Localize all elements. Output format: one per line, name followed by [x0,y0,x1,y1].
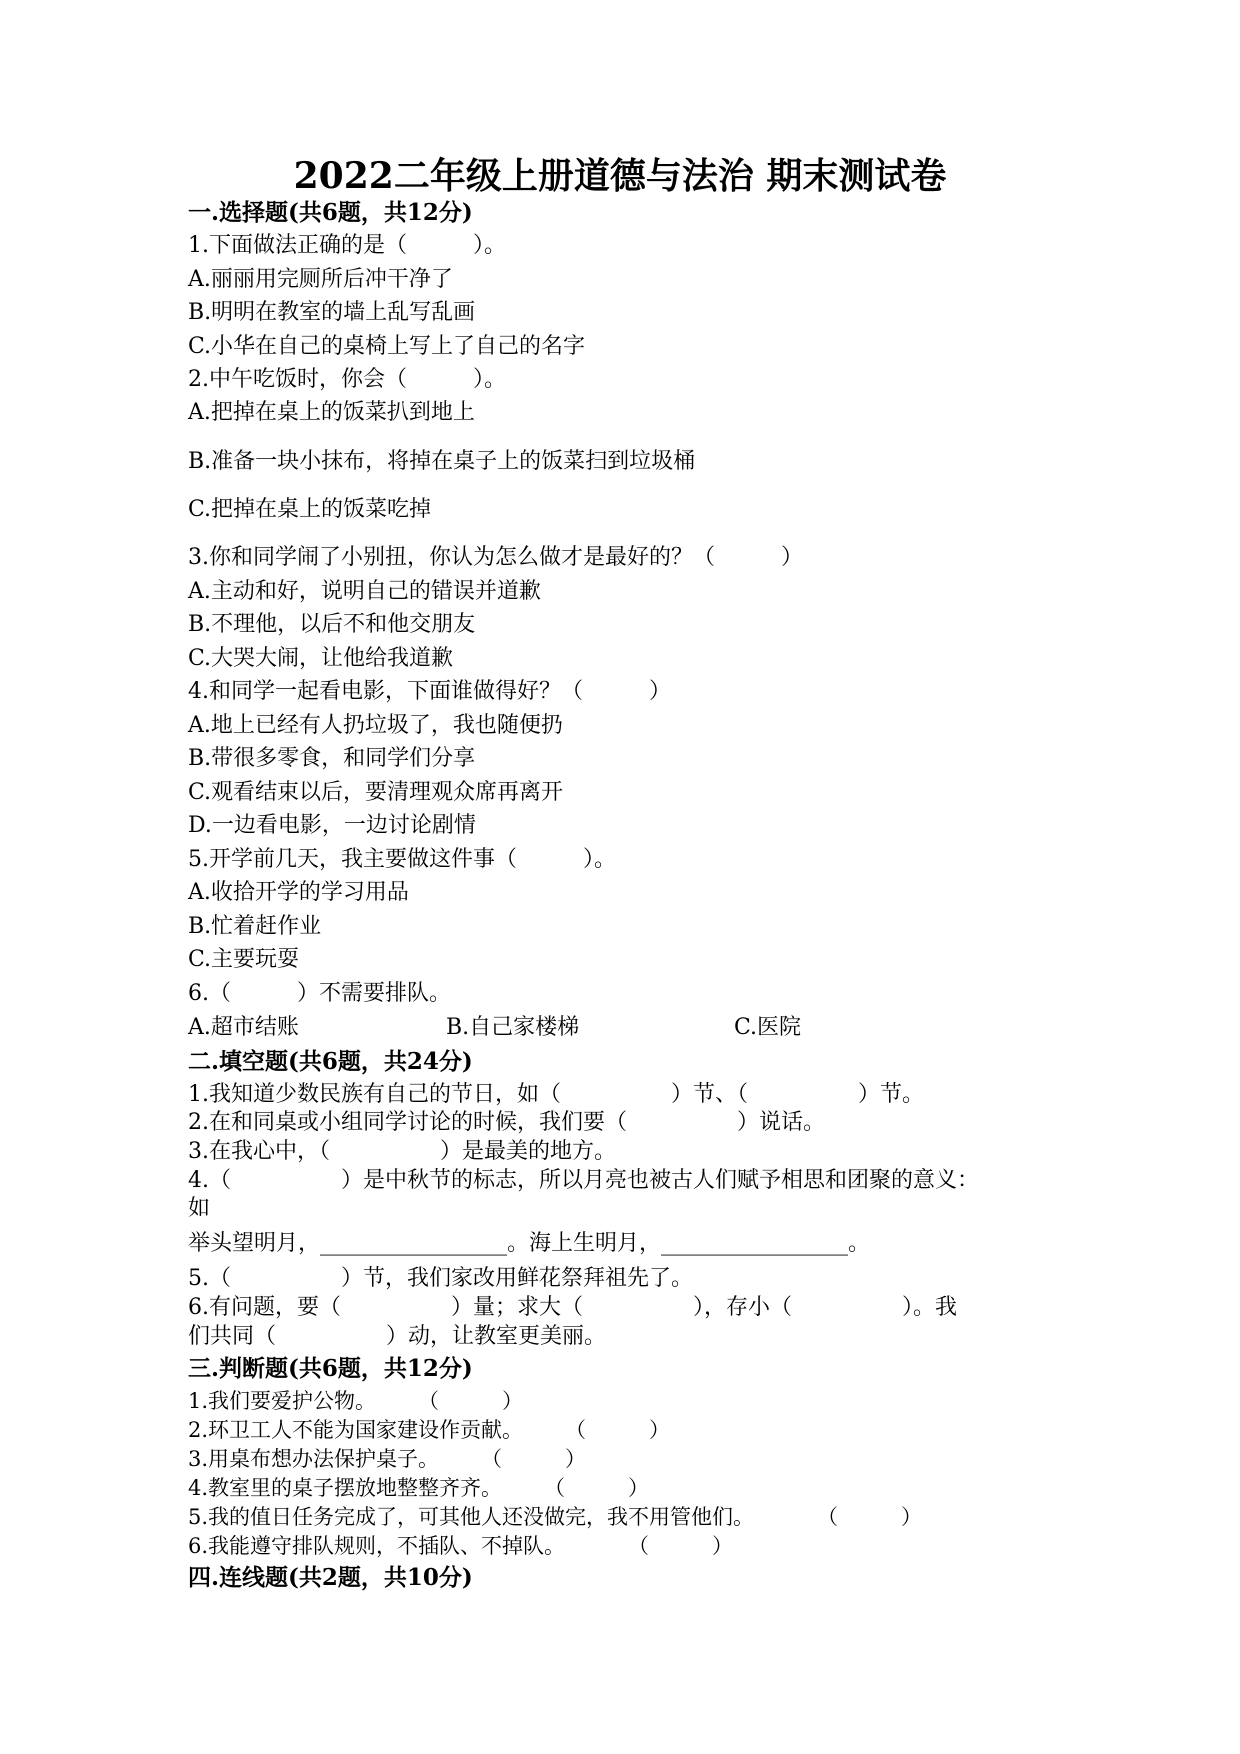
choice-question-5: 5.开学前几天，我主要做这件事（ ）。 [188,847,616,872]
fill-question-4-line-1: 4.（ ）是中秋节的标志，所以月亮也被古人们赋予相思和团聚的意义： [188,1168,979,1193]
fill-question-2: 2.在和同桌或小组同学讨论的时候，我们要（ ）说话。 [188,1110,825,1135]
choice-q6-option-b: B.自己家楼梯 [446,1015,580,1040]
choice-q4-option-d: D.一边看电影，一边讨论剧情 [188,813,476,838]
fill-question-1: 1.我知道少数民族有自己的节日，如（ ）节、（ ）节。 [188,1082,924,1107]
choice-q2-option-b: B.准备一块小抹布，将掉在桌子上的饭菜扫到垃圾桶 [188,449,696,474]
fill-question-5: 5.（ ）节，我们家改用鲜花祭拜祖先了。 [188,1266,693,1291]
fill-question-3: 3.在我心中，（ ）是最美的地方。 [188,1139,616,1164]
fill-question-4-line-2: 如 [188,1196,211,1221]
choice-question-3: 3.你和同学闹了小别扭，你认为怎么做才是最好的？（ ） [188,545,803,570]
choice-q4-option-a: A.地上已经有人扔垃圾了，我也随便扔 [188,713,563,738]
choice-q4-option-b: B.带很多零食，和同学们分享 [188,746,476,771]
choice-q6-option-c: C.医院 [734,1015,802,1040]
choice-q3-option-b: B.不理他，以后不和他交朋友 [188,612,476,637]
fill-question-4-line-3: 举头望明月，_________________。海上生明月，_________________。 [188,1231,871,1256]
section-heading-true-false: 三.判断题(共6题，共12分) [188,1355,473,1382]
judge-question-6: 6.我能遵守排队规则，不插队、不掉队。 （ ） [188,1534,734,1558]
choice-question-2: 2.中午吃饭时，你会（ ）。 [188,367,506,392]
judge-question-5: 5.我的值日任务完成了，可其他人还没做完，我不用管他们。 （ ） [188,1505,923,1529]
choice-q1-option-c: C.小华在自己的桌椅上写上了自己的名字 [188,334,586,359]
judge-question-2: 2.环卫工人不能为国家建设作贡献。 （ ） [188,1418,671,1442]
choice-q5-option-b: B.忙着赶作业 [188,914,322,939]
choice-q5-option-c: C.主要玩耍 [188,947,300,972]
judge-question-4: 4.教室里的桌子摆放地整整齐齐。 （ ） [188,1476,650,1500]
choice-q2-option-c: C.把掉在桌上的饭菜吃掉 [188,497,432,522]
choice-q2-option-a: A.把掉在桌上的饭菜扒到地上 [188,400,475,425]
choice-q6-option-a: A.超市结账 [188,1015,299,1040]
choice-q3-option-a: A.主动和好，说明自己的错误并道歉 [188,579,541,604]
fill-question-6-line-1: 6.有问题，要（ ）量；求大（ ），存小（ ）。我 [188,1295,957,1320]
choice-q1-option-a: A.丽丽用完厕所后冲干净了 [188,267,453,292]
section-heading-matching: 四.连线题(共2题，共10分) [188,1564,473,1591]
judge-question-3: 3.用桌布想办法保护桌子。 （ ） [188,1447,587,1471]
choice-question-4: 4.和同学一起看电影，下面谁做得好？（ ） [188,679,671,704]
judge-question-1: 1.我们要爱护公物。 （ ） [188,1389,524,1413]
fill-question-6-line-2: 们共同（ ）动，让教室更美丽。 [188,1324,607,1349]
choice-q5-option-a: A.收拾开学的学习用品 [188,880,409,905]
page-title: 2022二年级上册道德与法治 期末测试卷 [293,155,947,197]
choice-q3-option-c: C.大哭大闹，让他给我道歉 [188,646,454,671]
choice-question-6: 6.（ ）不需要排队。 [188,981,451,1006]
section-heading-fill-blank: 二.填空题(共6题，共24分) [188,1048,473,1075]
choice-q4-option-c: C.观看结束以后，要清理观众席再离开 [188,780,564,805]
choice-q1-option-b: B.明明在教室的墙上乱写乱画 [188,300,476,325]
choice-question-1: 1.下面做法正确的是（ ）。 [188,233,506,258]
section-heading-choice: 一.选择题(共6题，共12分) [188,199,473,226]
